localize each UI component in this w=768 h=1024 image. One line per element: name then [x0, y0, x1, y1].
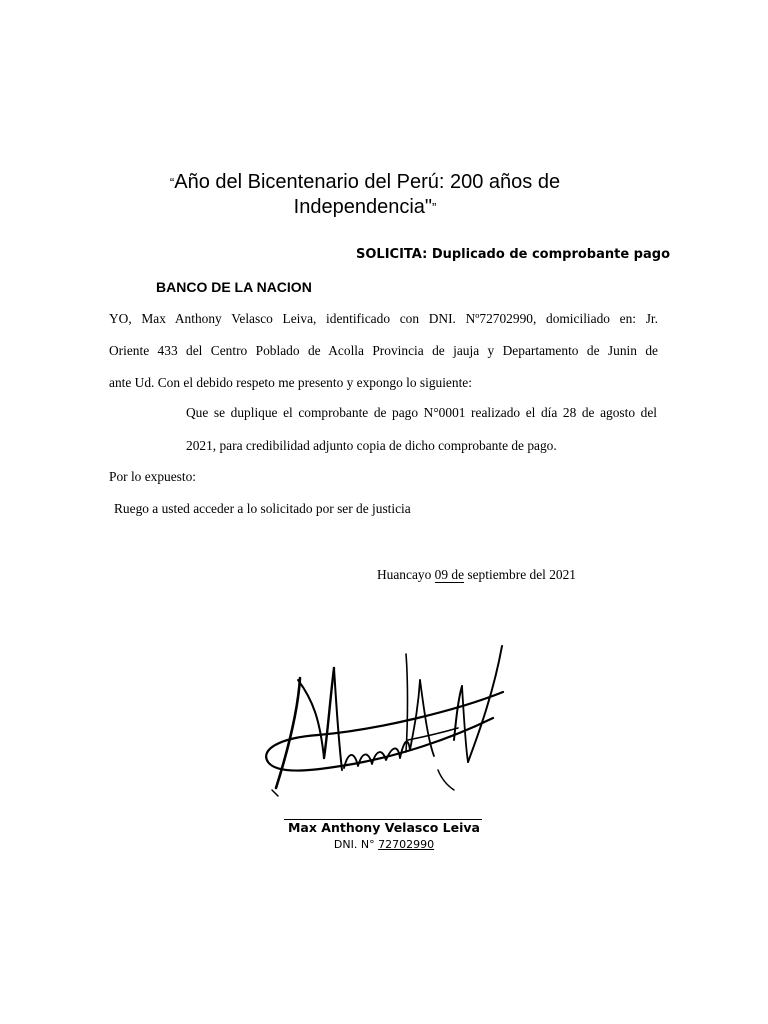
request-label: SOLICITA:: [356, 247, 428, 262]
closing-plea: Ruego a usted acceder a lo solicitado por ser de justicia: [114, 501, 411, 516]
title-line-1: Año del Bicentenario del Perú: 200 años de: [174, 171, 561, 193]
intro-line-2: Oriente 433 del Centro Poblado de Acolla Provincia de jauja y Departamento de Junin de: [109, 343, 658, 358]
signer-dni: [284, 838, 484, 851]
title-close-quote: ”: [432, 200, 437, 215]
request-line-1: Que se duplique el comprobante de pago N°0001 realizado el día 28 de agosto del: [186, 405, 657, 420]
intro-line-1: YO, Max Anthony Velasco Leiva, identificado con DNI. Nº72702990, domiciliado en: Jr.: [109, 311, 658, 326]
handwritten-signature: [258, 640, 518, 810]
title-line-2: Independencia": [293, 196, 432, 218]
place-and-date: [377, 567, 576, 583]
title-open-quote: “: [169, 175, 175, 190]
signer-dni-number: 72702990: [378, 838, 435, 851]
signer-name: Max Anthony Velasco Leiva: [287, 820, 480, 835]
closing-intro: Por lo expuesto:: [109, 469, 197, 484]
request-subject-text: Duplicado de comprobante pago: [431, 247, 671, 262]
document-title: [150, 170, 580, 220]
request-line-2: 2021, para credibilidad adjunto copia de dicho comprobante de pago.: [186, 438, 557, 453]
addressee: BANCO DE LA NACION: [156, 279, 312, 295]
signer-dni-label: DNI. N°: [333, 838, 375, 851]
date-day: 09 de: [434, 567, 465, 582]
date-rest: septiembre del 2021: [467, 567, 576, 582]
request-subject: [356, 247, 670, 262]
intro-line-3: ante Ud. Con el debido respeto me presento y expongo lo siguiente:: [109, 375, 472, 390]
date-city: Huancayo: [377, 567, 432, 582]
